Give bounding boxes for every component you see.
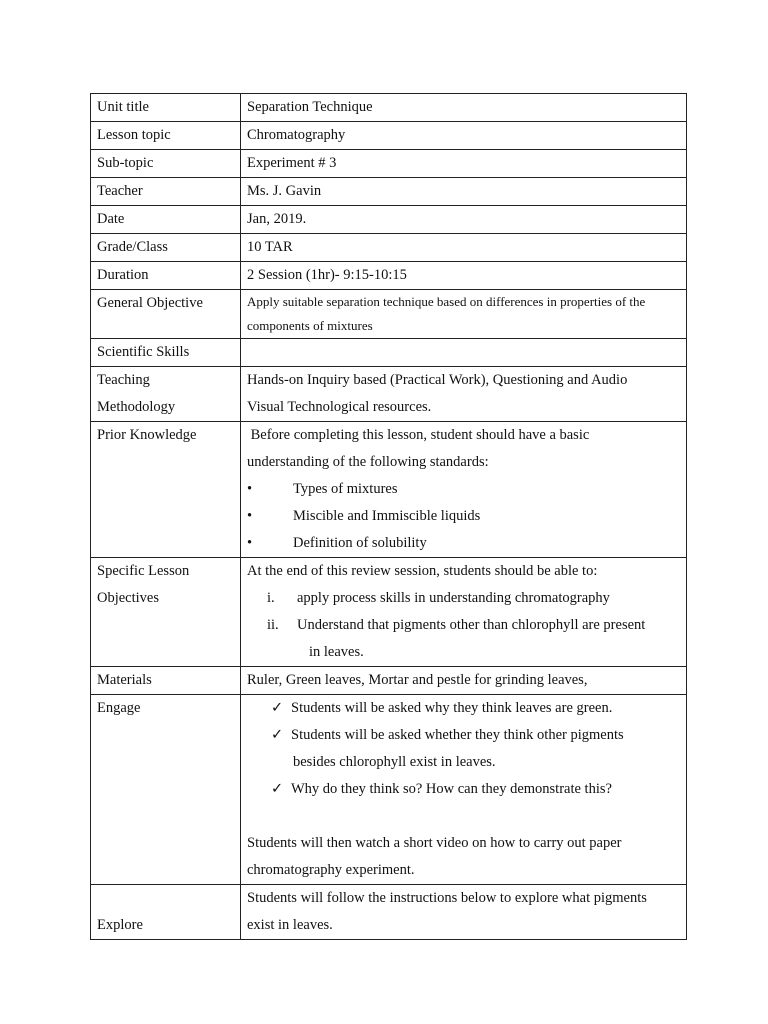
row-value <box>241 885 687 940</box>
list-item-text: Students will be asked why they think leaves are green. <box>291 700 613 716</box>
row-label: Duration <box>91 262 241 290</box>
bullet-icon: • <box>247 508 253 524</box>
row-value <box>241 558 687 667</box>
label-line: Specific Lesson <box>97 563 190 579</box>
row-value <box>241 695 687 885</box>
row-value: Separation Technique <box>241 94 687 122</box>
row-value <box>241 422 687 558</box>
label-line: Methodology <box>97 399 176 415</box>
list-item-continuation: besides chlorophyll exist in leaves. <box>293 754 496 770</box>
list-number: i. <box>267 590 275 606</box>
row-value: Experiment # 3 <box>241 150 687 178</box>
row-general-objective <box>91 290 687 339</box>
text-line: Visual Technological resources. <box>247 399 432 415</box>
bullet-icon: • <box>247 535 253 551</box>
row-date <box>91 206 687 234</box>
row-label <box>91 367 241 422</box>
row-teaching-methodology <box>91 367 687 422</box>
list-item-continuation: in leaves. <box>309 644 364 660</box>
label-line: Objectives <box>97 590 160 606</box>
row-label: Teacher <box>91 178 241 206</box>
row-prior-knowledge <box>91 422 687 558</box>
row-explore <box>91 885 687 940</box>
row-value: Ms. J. Gavin <box>241 178 687 206</box>
row-value: Ruler, Green leaves, Mortar and pestle for grinding leaves, <box>241 667 687 695</box>
list-item <box>247 503 680 530</box>
blank-line <box>247 803 680 830</box>
row-label: Unit title <box>91 94 241 122</box>
row-label: Sub-topic <box>91 150 241 178</box>
list-item-text: Why do they think so? How can they demonstrate this? <box>291 781 612 797</box>
text-line: understanding of the following standards: <box>247 454 489 470</box>
bullet-icon: • <box>247 481 253 497</box>
list-number: ii. <box>267 617 279 633</box>
row-sub-topic <box>91 150 687 178</box>
list-item-text: Students will be asked whether they think other pigments <box>291 727 624 743</box>
row-value: 2 Session (1hr)- 9:15-10:15 <box>241 262 687 290</box>
list-item <box>247 585 680 612</box>
row-value <box>241 367 687 422</box>
text-line: exist in leaves. <box>247 917 333 933</box>
checkmark-icon: ✓ <box>271 727 284 743</box>
row-label: General Objective <box>91 290 241 339</box>
row-label: Lesson topic <box>91 122 241 150</box>
checkmark-icon: ✓ <box>271 700 284 716</box>
checkmark-icon: ✓ <box>271 781 284 797</box>
row-label: Materials <box>91 667 241 695</box>
row-lesson-topic <box>91 122 687 150</box>
row-duration <box>91 262 687 290</box>
row-value: Apply suitable separation technique based on differences in properties of the components of mixtures <box>241 290 687 339</box>
row-label: Scientific Skills <box>91 339 241 367</box>
label-text: Explore <box>97 917 143 933</box>
row-materials <box>91 667 687 695</box>
list-item <box>247 695 680 722</box>
row-value: Chromatography <box>241 122 687 150</box>
list-item <box>247 612 680 639</box>
row-specific-objectives <box>91 558 687 667</box>
list-item-text: Miscible and Immiscible liquids <box>293 508 481 524</box>
list-item <box>247 776 680 803</box>
list-item-text: Types of mixtures <box>293 481 398 497</box>
row-label: Grade/Class <box>91 234 241 262</box>
text-line: Students will follow the instructions below to explore what pigments <box>247 890 647 906</box>
list-item <box>247 476 680 503</box>
row-label: Prior Knowledge <box>91 422 241 558</box>
list-item <box>247 530 680 557</box>
row-label: Engage <box>91 695 241 885</box>
row-unit-title <box>91 94 687 122</box>
list-item-text: apply process skills in understanding chromatography <box>297 590 610 606</box>
row-value: Jan, 2019. <box>241 206 687 234</box>
label-line: Teaching <box>97 372 150 388</box>
text-line: chromatography experiment. <box>247 862 415 878</box>
text-line: Before completing this lesson, student should have a basic <box>247 427 590 443</box>
row-label <box>91 885 241 940</box>
text-line: At the end of this review session, students should be able to: <box>247 563 598 579</box>
list-item-text: Understand that pigments other than chlorophyll are present <box>297 617 646 633</box>
lesson-plan-table <box>90 93 687 940</box>
list-item <box>247 722 680 749</box>
list-item-text: Definition of solubility <box>293 535 427 551</box>
row-teacher <box>91 178 687 206</box>
text-line: Students will then watch a short video on how to carry out paper <box>247 835 622 851</box>
row-label: Date <box>91 206 241 234</box>
text-line: Hands-on Inquiry based (Practical Work), Questioning and Audio <box>247 372 628 388</box>
row-value <box>241 339 687 367</box>
row-label <box>91 558 241 667</box>
row-grade-class <box>91 234 687 262</box>
row-value: 10 TAR <box>241 234 687 262</box>
row-engage <box>91 695 687 885</box>
row-scientific-skills <box>91 339 687 367</box>
